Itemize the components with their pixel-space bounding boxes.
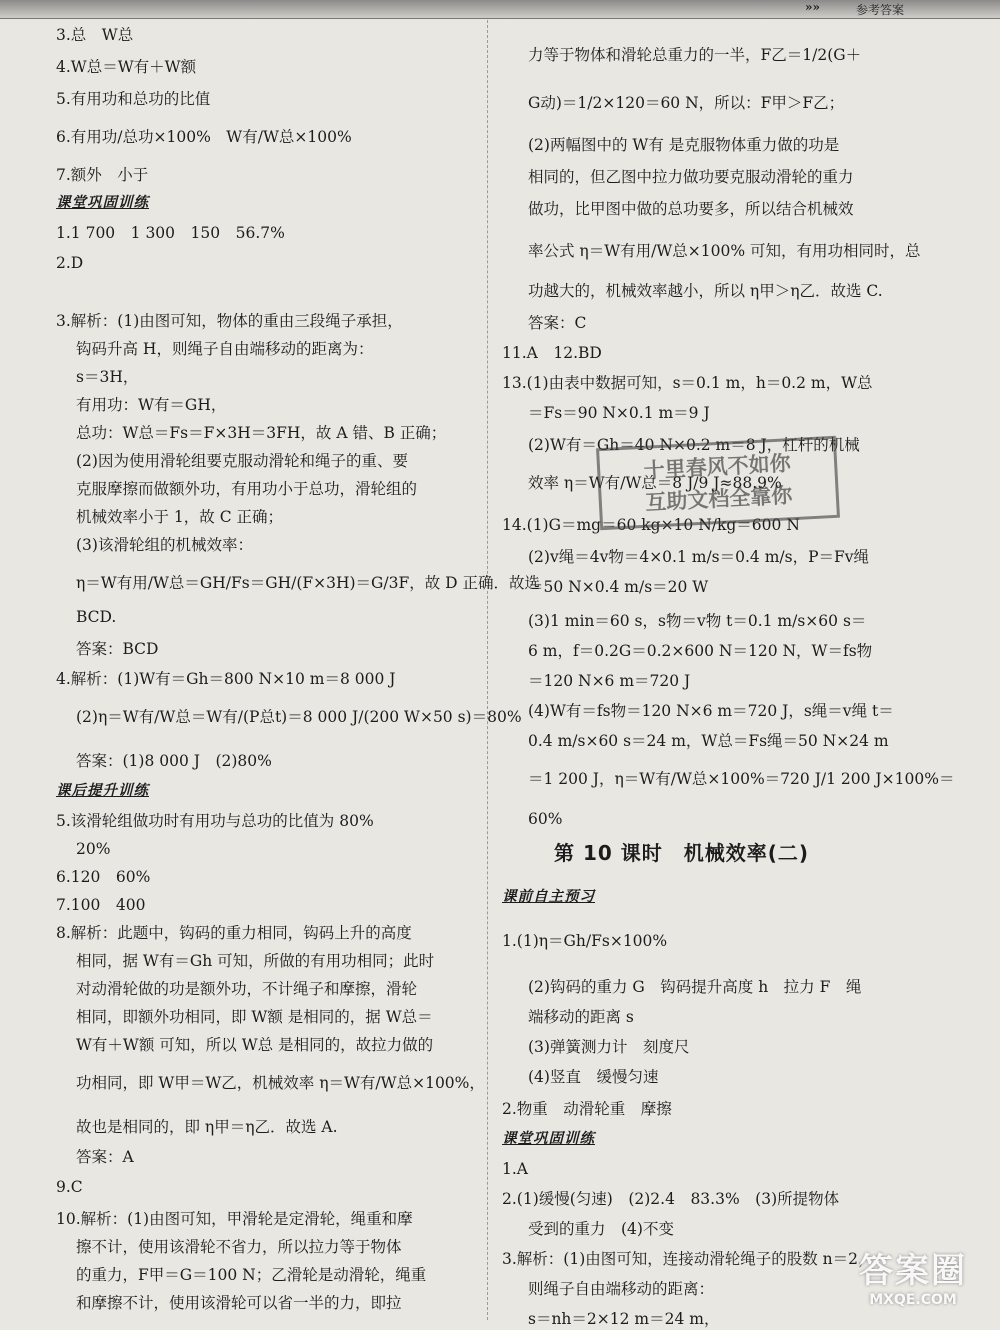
answer-line: 0.4 m/s×60 s＝24 m，W总＝Fs绳＝50 N×24 m	[528, 732, 889, 750]
answer-line: 擦不计，使用该滑轮不省力，所以拉力等于物体	[76, 1238, 402, 1256]
answer-line: 7.额外 小于	[56, 166, 149, 184]
answer-line: 的重力，F甲＝G＝100 N；乙滑轮是动滑轮，绳重	[76, 1266, 427, 1284]
answer-line: (2)两幅图中的 W有 是克服物体重力做的功是	[528, 136, 840, 154]
answer-line: 6.有用功/总功×100% W有/W总×100%	[56, 128, 352, 146]
answer-line: 8.解析：此题中，钩码的重力相同，钩码上升的高度	[56, 924, 412, 942]
lesson-title: 第 10 课时 机械效率(二)	[554, 841, 810, 865]
answer-line: 对动滑轮做的功是额外功，不计绳子和摩擦，滑轮	[76, 980, 418, 998]
watermark-logo-text: 答案圈	[859, 1251, 967, 1291]
answer-line: ＝120 N×6 m＝720 J	[528, 672, 691, 690]
answer-line: 2.物重 动滑轮重 摩擦	[502, 1100, 672, 1118]
section-heading: 课前自主预习	[502, 889, 595, 905]
answer-line: 3.解析：(1)由图可知，物体的重由三段绳子承担，	[56, 312, 403, 330]
answer-line: 相同的，但乙图中拉力做功要克服动滑轮的重力	[528, 168, 854, 186]
answer-line: s＝nh＝2×12 m＝24 m，	[528, 1310, 720, 1328]
answer-line: 答案：(1)8 000 J (2)80%	[76, 752, 272, 770]
answer-line: 20%	[76, 840, 111, 858]
answer-line: (3)弹簧测力计 刻度尺	[528, 1038, 690, 1056]
answer-line: 和摩擦不计，使用该滑轮可以省一半的力，即拉	[76, 1294, 402, 1312]
answer-line: ＝1 200 J，η＝W有/W总×100%＝720 J/1 200 J×100%＝	[528, 770, 955, 788]
answer-line: 3.解析：(1)由图可知，连接动滑轮绳子的股数 n＝2，	[502, 1250, 874, 1268]
answer-line: 端移动的距离 s	[528, 1008, 634, 1026]
answer-line: 钩码升高 H，则绳子自由端移动的距离为：	[76, 340, 374, 358]
answer-line: 13.(1)由表中数据可知，s＝0.1 m，h＝0.2 m，W总	[502, 374, 873, 392]
section-heading: 课堂巩固训练	[56, 195, 149, 211]
page-header	[0, 0, 1000, 19]
answer-line: (3)该滑轮组的机械效率：	[76, 536, 253, 554]
answer-line: 受到的重力 (4)不变	[528, 1220, 674, 1238]
answer-line: 相同，据 W有＝Gh 可知，所做的有用功相同；此时	[76, 952, 435, 970]
answer-line: 答案：C	[528, 314, 587, 332]
answer-line: 60%	[528, 810, 563, 828]
header-arrows: »»	[805, 0, 820, 14]
answer-line: (2)v绳＝4v物＝4×0.1 m/s＝0.4 m/s，P＝Fv绳	[528, 548, 870, 566]
answer-line: s＝3H，	[76, 368, 139, 386]
answer-line: (2)钩码的重力 G 钩码提升高度 h 拉力 F 绳	[528, 978, 862, 996]
answer-line: 功越大的，机械效率越小，所以 η甲＞η乙．故选 C.	[528, 282, 883, 300]
answer-line: 功相同，即 W甲＝W乙，机械效率 η＝W有/W总×100%，	[76, 1074, 485, 1092]
section-heading: 课堂巩固训练	[502, 1131, 595, 1147]
column-divider	[487, 20, 488, 1320]
answer-line: 4.解析：(1)W有＝Gh＝800 N×10 m＝8 000 J	[56, 670, 396, 688]
answer-line: 14.(1)G＝mg＝60 kg×10 N/kg＝600 N	[502, 516, 800, 534]
answer-line: (2)η＝W有/W总＝W有/(P总t)＝8 000 J/(200 W×50 s)＝80%	[76, 708, 522, 726]
answer-line: 则绳子自由端移动的距离：	[528, 1280, 715, 1298]
answer-line: ＝50 N×0.4 m/s＝20 W	[528, 578, 709, 596]
answer-line: 7.100 400	[56, 896, 146, 914]
answer-line: 4.W总＝W有＋W额	[56, 58, 197, 76]
section-heading: 课后提升训练	[56, 783, 149, 799]
answer-line: ＝Fs＝90 N×0.1 m＝9 J	[528, 404, 710, 422]
header-title: 参考答案	[855, 3, 904, 17]
answer-line: 有用功：W有＝GH，	[76, 396, 227, 414]
answer-line: 5.有用功和总功的比值	[56, 90, 211, 108]
answer-line: 力等于物体和滑轮总重力的一半，F乙＝1/2(G＋	[528, 46, 862, 64]
answer-line: 答案：A	[76, 1148, 134, 1166]
answer-line: 3.总 W总	[56, 26, 134, 44]
watermark-url: MXQE.COM	[869, 1292, 957, 1308]
site-watermark	[838, 1250, 988, 1318]
stamp-line-2: 互助文档全靠你	[644, 483, 793, 515]
answer-line: 率公式 η＝W有用/W总×100% 可知，有用功相同时，总	[528, 242, 921, 260]
answer-line: (4)W有＝fs物＝120 N×6 m＝720 J，s绳＝v绳 t＝	[528, 702, 894, 720]
stamp-overlay	[596, 436, 840, 530]
answer-line: 答案：BCD	[76, 640, 159, 658]
answer-line: 6 m，f＝0.2G＝0.2×600 N＝120 N，W＝fs物	[528, 642, 873, 660]
answer-line: η＝W有用/W总＝GH/Fs＝GH/(F×3H)＝G/3F，故 D 正确．故选	[76, 574, 541, 592]
answer-line: (2)W有＝Gh＝40 N×0.2 m＝8 J，杠杆的机械	[528, 436, 860, 454]
answer-line: 9.C	[56, 1178, 83, 1196]
answer-line: 10.解析：(1)由图可知，甲滑轮是定滑轮，绳重和摩	[56, 1210, 413, 1228]
answer-line: 5.该滑轮组做功时有用功与总功的比值为 80%	[56, 812, 374, 830]
answer-line: 总功：W总＝Fs＝F×3H＝3FH，故 A 错、B 正确；	[76, 424, 447, 442]
answer-line: G动)＝1/2×120＝60 N，所以：F甲＞F乙；	[528, 94, 845, 112]
answer-line: 2.(1)缓慢(匀速) (2)2.4 83.3% (3)所提物体	[502, 1190, 840, 1208]
answer-line: 1.(1)η＝Gh/Fs×100%	[502, 932, 668, 950]
answer-line: (3)1 min＝60 s，s物＝v物 t＝0.1 m/s×60 s＝	[528, 612, 867, 630]
answer-line: 1.A	[502, 1160, 528, 1178]
answer-line: 相同，即额外功相同，即 W额 是相同的，据 W总＝	[76, 1008, 433, 1026]
answer-line: 克服摩擦而做额外功，有用功小于总功，滑轮组的	[76, 480, 418, 498]
answer-line: 6.120 60%	[56, 868, 151, 886]
answer-line: 故也是相同的，即 η甲＝η乙．故选 A.	[76, 1118, 338, 1136]
answer-line: (2)因为使用滑轮组要克服动滑轮和绳子的重、要	[76, 452, 408, 470]
answer-line: (4)竖直 缓慢匀速	[528, 1068, 659, 1086]
stamp-line-1: 十里春风不如你	[643, 451, 792, 483]
answer-line: BCD.	[76, 608, 117, 626]
answer-line: 2.D	[56, 254, 84, 272]
answer-line: 做功，比甲图中做的总功要多，所以结合机械效	[528, 200, 854, 218]
answer-line: 1.1 700 1 300 150 56.7%	[56, 224, 285, 242]
answer-line: 机械效率小于 1，故 C 正确；	[76, 508, 284, 526]
answer-line: 效率 η＝W有/W总＝8 J/9 J≈88.9%	[528, 474, 782, 492]
answer-line: W有＋W额 可知，所以 W总 是相同的，故拉力做的	[76, 1036, 434, 1054]
answer-line: 11.A 12.BD	[502, 344, 602, 362]
